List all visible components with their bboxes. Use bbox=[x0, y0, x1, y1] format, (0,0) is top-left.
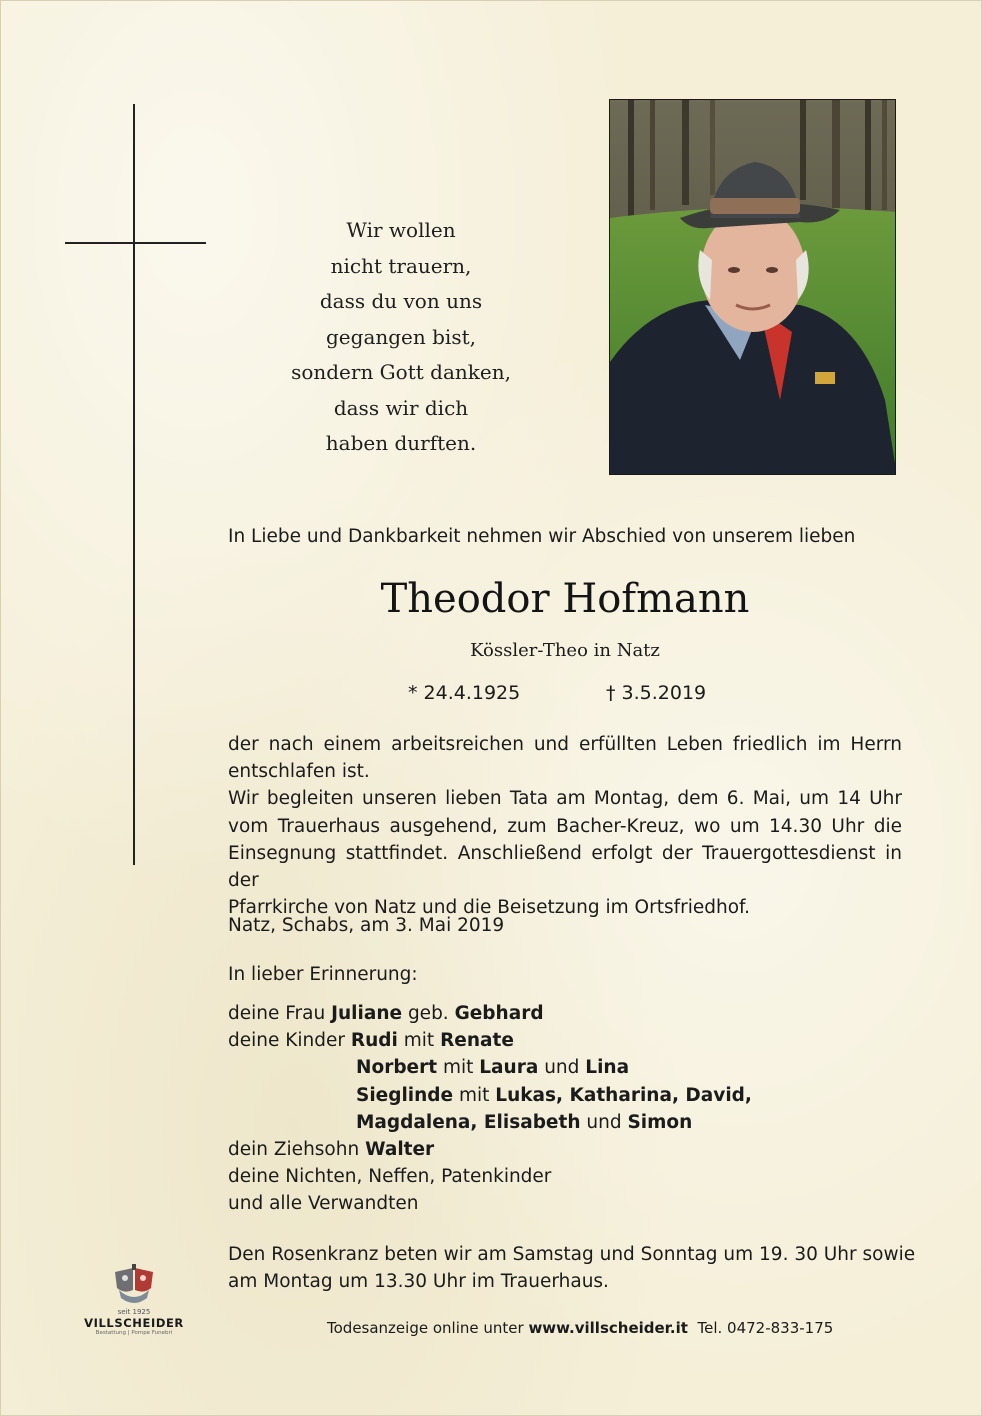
rosary-line: Den Rosenkranz beten wir am Samstag und Sonntag um 19. 30 Uhr sowie bbox=[228, 1244, 916, 1265]
family-member: Norbert bbox=[356, 1057, 438, 1079]
poem-line: dass du von uns bbox=[319, 289, 483, 313]
family-member: Laura bbox=[479, 1057, 539, 1079]
family-text: und bbox=[538, 1057, 586, 1079]
coat-of-arms-icon bbox=[111, 1264, 157, 1306]
family-text: geb. bbox=[402, 1003, 455, 1024]
death-date: † 3.5.2019 bbox=[606, 682, 707, 704]
family-row: deine Nichten, Neffen, Patenkinder bbox=[228, 1166, 552, 1188]
place-date: Natz, Schabs, am 3. Mai 2019 bbox=[228, 915, 505, 936]
body-line: Wir begleiten unseren lieben Tata am Montag, dem 6. Mai, um 14 Uhr bbox=[228, 788, 902, 810]
announcement-body bbox=[228, 731, 902, 921]
funeral-home-logo bbox=[75, 1264, 193, 1337]
poem-line: sondern Gott danken, bbox=[291, 360, 511, 384]
poem-line: gegangen bist, bbox=[326, 324, 476, 349]
poem-line: haben durften. bbox=[325, 431, 477, 455]
family-member: Simon bbox=[627, 1111, 693, 1133]
portrait-photo bbox=[609, 99, 896, 475]
memorial-poem bbox=[271, 213, 531, 462]
body-line: der nach einem arbeitsreichen und erfüllten Leben friedlich im Herrn bbox=[228, 734, 902, 755]
family-member: Lina bbox=[585, 1057, 630, 1079]
family-text: und bbox=[580, 1111, 628, 1133]
family-row bbox=[228, 1136, 752, 1163]
family-text: mit bbox=[453, 1084, 496, 1106]
family-text: deine Kinder bbox=[228, 1030, 351, 1052]
poem-line: nicht trauern, bbox=[330, 253, 472, 278]
family-text: mit bbox=[437, 1057, 480, 1079]
body-line: vom Trauerhaus ausgehend, zum Bacher-Kreuz, wo um 14.30 Uhr die bbox=[228, 815, 902, 837]
intro-text: In Liebe und Dankbarkeit nehmen wir Abschied von unserem lieben bbox=[228, 526, 856, 547]
poem-line: dass wir dich bbox=[333, 395, 469, 420]
family-member: Renate bbox=[440, 1030, 514, 1052]
rosary-notice bbox=[228, 1241, 915, 1295]
poem-line: Wir wollen bbox=[346, 218, 456, 242]
logo-brand: VILLSCHEIDER bbox=[84, 1316, 184, 1330]
cross-icon-vertical bbox=[133, 104, 135, 865]
family-member: Lukas, Katharina, David, bbox=[495, 1084, 752, 1106]
family-row bbox=[228, 1054, 752, 1081]
family-member: Magdalena, Elisabeth bbox=[356, 1111, 581, 1133]
family-member: Gebhard bbox=[454, 1003, 544, 1024]
website-link[interactable]: www.villscheider.it bbox=[528, 1319, 688, 1337]
family-row: und alle Verwandten bbox=[228, 1193, 419, 1215]
deceased-nickname: Kössler-Theo in Natz bbox=[470, 640, 660, 661]
family-member: Walter bbox=[365, 1138, 435, 1160]
family-member: Sieglinde bbox=[356, 1084, 454, 1106]
body-line: Einsegnung stattfindet. Anschließend erfolgt der Trauergottesdienst in der bbox=[228, 842, 902, 892]
family-row bbox=[228, 1082, 752, 1109]
family-row bbox=[228, 1000, 752, 1027]
footer bbox=[327, 1317, 833, 1339]
family-row bbox=[228, 1027, 752, 1054]
family-row bbox=[228, 1109, 752, 1136]
logo-tagline: Bestattung | Pompe Funebri bbox=[95, 1330, 173, 1336]
family-list bbox=[228, 1000, 752, 1218]
cross-icon-horizontal bbox=[65, 242, 206, 244]
footer-phone: Tel. 0472-833-175 bbox=[687, 1319, 834, 1337]
family-text: deine Frau bbox=[228, 1003, 332, 1024]
body-line: Pfarrkirche von Natz und die Beisetzung im Ortsfriedhof. bbox=[228, 897, 751, 919]
memory-heading: In lieber Erinnerung: bbox=[228, 964, 418, 985]
family-text: dein Ziehsohn bbox=[228, 1138, 366, 1160]
body-line: entschlafen ist. bbox=[228, 761, 370, 783]
birth-date: * 24.4.1925 bbox=[408, 682, 521, 704]
family-member: Rudi bbox=[350, 1030, 398, 1052]
rosary-line: am Montag um 13.30 Uhr im Trauerhaus. bbox=[228, 1271, 609, 1293]
logo-since: seit 1925 bbox=[117, 1308, 151, 1316]
family-member: Juliane bbox=[331, 1003, 403, 1024]
footer-prefix: Todesanzeige online unter bbox=[327, 1319, 529, 1337]
family-text: mit bbox=[397, 1030, 441, 1052]
deceased-name: Theodor Hofmann bbox=[380, 576, 750, 622]
